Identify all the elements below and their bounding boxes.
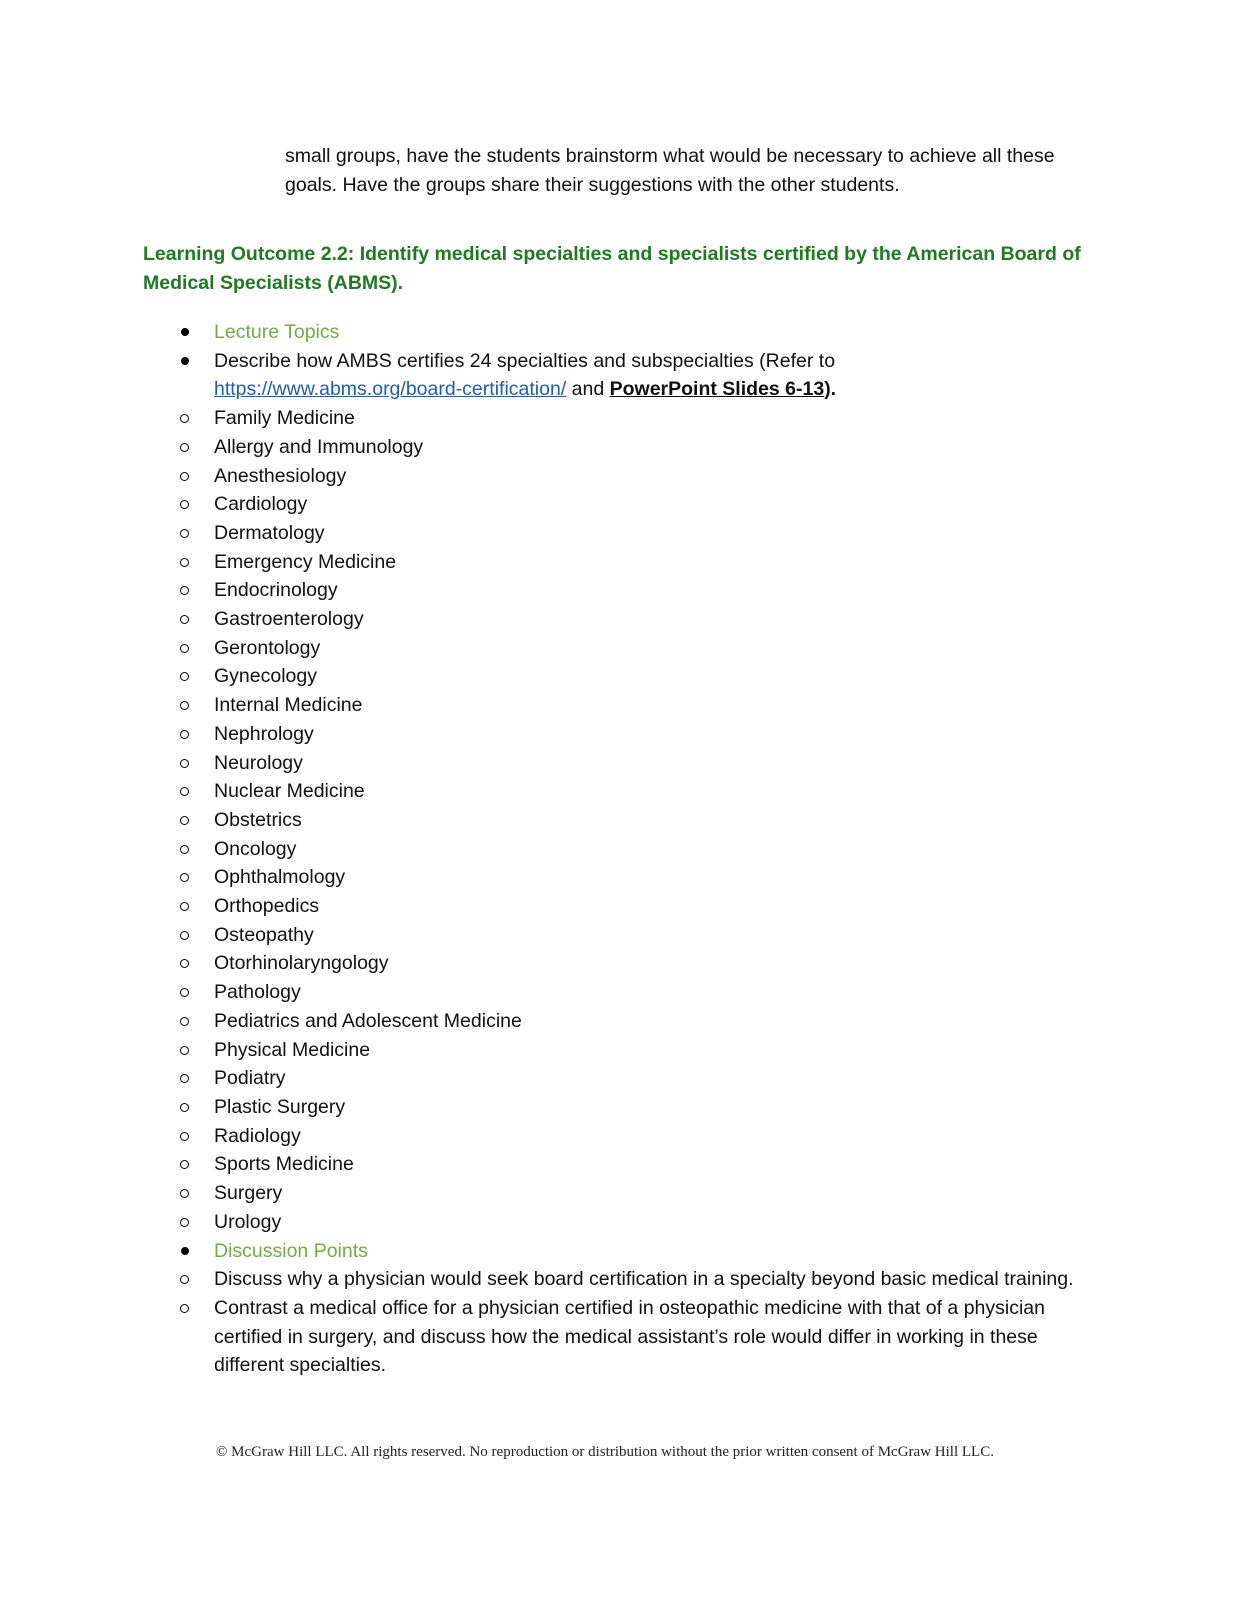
specialty-item-text: Dermatology — [214, 521, 325, 544]
hollow-bullet-icon — [180, 1074, 189, 1083]
hollow-bullet-icon — [180, 586, 189, 595]
specialty-item-text: Otorhinolaryngology — [214, 952, 389, 975]
specialty-item — [214, 749, 1083, 778]
specialty-item-text: Internal Medicine — [214, 694, 363, 717]
specialty-item — [214, 605, 1083, 634]
bullet-icon — [181, 1247, 189, 1255]
describe-and-text: and — [566, 378, 610, 401]
specialty-item — [214, 978, 1083, 1007]
hollow-bullet-icon — [180, 787, 189, 796]
specialty-item-text: Gynecology — [214, 665, 317, 688]
specialty-item-text: Gastroenterology — [214, 608, 364, 631]
specialty-item — [214, 662, 1083, 691]
specialty-item-text: Cardiology — [214, 493, 308, 516]
specialty-item-text: Gerontology — [214, 636, 321, 659]
specialty-item — [214, 1036, 1083, 1065]
specialty-item-text: Podiatry — [214, 1067, 286, 1090]
hollow-bullet-icon — [180, 1275, 189, 1284]
hollow-bullet-icon — [180, 672, 189, 681]
specialty-item-text: Physical Medicine — [214, 1038, 371, 1061]
hollow-bullet-icon — [180, 816, 189, 825]
discussion-points-item — [143, 1237, 1083, 1381]
describe-item — [143, 347, 1083, 1237]
bullet-icon — [181, 328, 189, 336]
hollow-bullet-icon — [180, 701, 189, 710]
bullet-icon — [181, 357, 189, 365]
specialty-item — [214, 1093, 1083, 1122]
discussion-point-text: Contrast a medical office for a physician certified in osteopathic medicine with that of a physician certified in surgery, and discuss how the medical assistant’s role would differ in working in these different specialties. — [214, 1296, 1045, 1377]
describe-suffix: ). — [824, 378, 837, 401]
hollow-bullet-icon — [180, 959, 189, 968]
specialty-item-text: Sports Medicine — [214, 1153, 354, 1176]
specialty-item-text: Emergency Medicine — [214, 550, 397, 573]
specialty-item-text: Ophthalmology — [214, 866, 346, 889]
hollow-bullet-icon — [180, 759, 189, 768]
specialty-item-text: Oncology — [214, 837, 297, 860]
hollow-bullet-icon — [180, 988, 189, 997]
discussion-point — [214, 1294, 1083, 1380]
hollow-bullet-icon — [180, 931, 189, 940]
hollow-bullet-icon — [180, 1304, 189, 1313]
hollow-bullet-icon — [180, 615, 189, 624]
specialty-item-text: Anesthesiology — [214, 464, 347, 487]
hollow-bullet-icon — [180, 1218, 189, 1227]
specialty-item — [214, 806, 1083, 835]
hollow-bullet-icon — [180, 472, 189, 481]
lecture-topics-item — [143, 318, 1083, 347]
hollow-bullet-icon — [180, 845, 189, 854]
hollow-bullet-icon — [180, 644, 189, 653]
specialty-item-text: Radiology — [214, 1124, 301, 1147]
specialty-item — [214, 519, 1083, 548]
hollow-bullet-icon — [180, 558, 189, 567]
specialty-item-text: Surgery — [214, 1182, 283, 1205]
specialty-item — [214, 835, 1083, 864]
specialty-item-text: Pathology — [214, 981, 301, 1004]
specialty-item — [214, 921, 1083, 950]
specialty-item — [214, 777, 1083, 806]
specialty-item — [214, 1179, 1083, 1208]
hollow-bullet-icon — [180, 730, 189, 739]
specialty-item-text: Neurology — [214, 751, 303, 774]
powerpoint-slides-reference: PowerPoint Slides 6-13 — [609, 378, 825, 401]
specialty-list — [143, 404, 1083, 1236]
abms-certification-link[interactable]: https://www.abms.org/board-certification/ — [214, 378, 567, 401]
describe-text: Describe how AMBS certifies 24 specialties and subspecialties (Refer to — [214, 349, 836, 372]
specialty-item — [214, 634, 1083, 663]
hollow-bullet-icon — [180, 1132, 189, 1141]
specialty-item — [214, 433, 1083, 462]
hollow-bullet-icon — [180, 500, 189, 509]
specialty-item — [214, 490, 1083, 519]
outcome-bullet-list — [143, 318, 1083, 1380]
hollow-bullet-icon — [180, 1017, 189, 1026]
hollow-bullet-icon — [180, 443, 189, 452]
hollow-bullet-icon — [180, 1160, 189, 1169]
copyright-footer: © McGraw Hill LLC. All rights reserved. No reproduction or distribution without the prior written consent of McGraw Hill LLC. — [216, 1444, 994, 1460]
discussion-list — [143, 1265, 1083, 1380]
specialty-item — [214, 863, 1083, 892]
specialty-item-text: Urology — [214, 1210, 282, 1233]
specialty-item — [214, 1122, 1083, 1151]
specialty-item — [214, 404, 1083, 433]
continuation-paragraph: small groups, have the students brainstorm what would be necessary to achieve all these goals. Have the groups share their suggestions with the other students. — [285, 145, 1055, 196]
hollow-bullet-icon — [180, 414, 189, 423]
specialty-item — [214, 548, 1083, 577]
hollow-bullet-icon — [180, 1189, 189, 1198]
specialty-item-text: Pediatrics and Adolescent Medicine — [214, 1009, 522, 1032]
specialty-item-text: Plastic Surgery — [214, 1095, 346, 1118]
specialty-item — [214, 1007, 1083, 1036]
specialty-item-text: Family Medicine — [214, 407, 355, 430]
discussion-point — [214, 1265, 1083, 1294]
specialty-item — [214, 1150, 1083, 1179]
specialty-item-text: Endocrinology — [214, 579, 338, 602]
discussion-points-label: Discussion Points — [214, 1239, 368, 1262]
specialty-item — [214, 720, 1083, 749]
specialty-item-text: Orthopedics — [214, 895, 320, 918]
specialty-item-text: Osteopathy — [214, 923, 314, 946]
specialty-item-text: Obstetrics — [214, 808, 302, 831]
learning-outcome-heading: Learning Outcome 2.2: Identify medical specialties and specialists certified by the American Board of Medical Specialists (ABMS). — [143, 243, 1081, 294]
discussion-point-text: Discuss why a physician would seek board certification in a specialty beyond basic medical training. — [214, 1268, 1074, 1291]
hollow-bullet-icon — [180, 873, 189, 882]
hollow-bullet-icon — [180, 529, 189, 538]
specialty-item-text: Nephrology — [214, 722, 314, 745]
hollow-bullet-icon — [180, 1046, 189, 1055]
specialty-item — [214, 1064, 1083, 1093]
hollow-bullet-icon — [180, 902, 189, 911]
lecture-topics-label: Lecture Topics — [214, 321, 340, 343]
specialty-item-text: Nuclear Medicine — [214, 780, 365, 803]
specialty-item — [214, 462, 1083, 491]
specialty-item — [214, 1208, 1083, 1237]
specialty-item — [214, 691, 1083, 720]
specialty-item — [214, 949, 1083, 978]
hollow-bullet-icon — [180, 1103, 189, 1112]
specialty-item — [214, 576, 1083, 605]
specialty-item — [214, 892, 1083, 921]
specialty-item-text: Allergy and Immunology — [214, 435, 424, 458]
